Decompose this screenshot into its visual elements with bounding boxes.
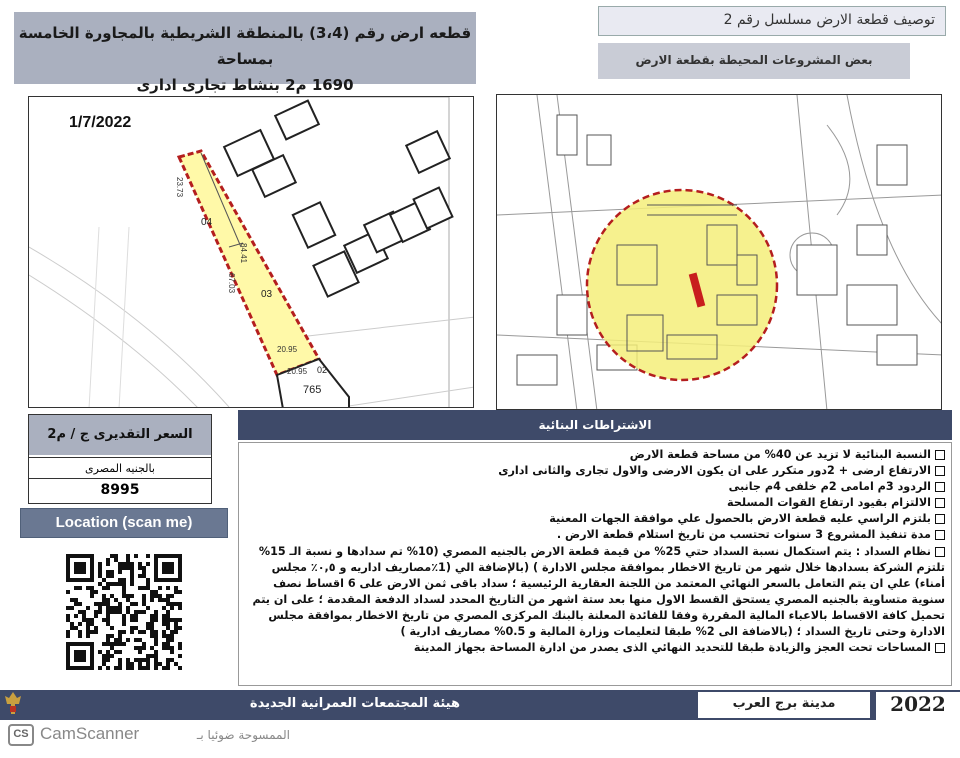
footer-organization: هيئة المجتمعات العمرانية الجديدة — [249, 696, 460, 711]
condition-item: الارتفاع ارضى + 2دور متكرر على ان يكون الارضى والاول تجارى والثانى ادارى — [243, 463, 945, 479]
camscanner-caption: الممسوحة ضوئيا بـ — [196, 728, 290, 742]
camscanner-brand: CamScanner — [40, 724, 140, 743]
checkbox-icon — [935, 643, 945, 653]
condition-item: نظام السداد : يتم استكمال نسبة السداد حتي 25% من قيمة قطعة الارض بالجنيه المصري (10% تم سدادها و نسبة الـ 15% تلتزم الشركة بسدادها خلال شهر من تاريخ الاخطار بموافقة مجلس الادارة ) (بالإضافة الي (1٪مصاريف اداريه و ٠,٥٪ مجلس أمناء) علي ان يتم التعامل بالسعر النهائي المعتمد من اللجنة العقارية الرئيسية ؛ سداد باقى ثمن الارض على 6 اقساط نصف سنوية متساوية بالجنيه المصري يستحق القسط الاول منها بعد ستة اشهر من التاريخ المحدد لسداد الدفعة المقدمة ؛ على ان يتم تحميل كافة الاقساط بالاعباء المالية المقررة وفقا للفائدة المعلنة بالبنك المركزى المصري من تاريخ الاخطار بموافقة مجلس الادارة وحتى تاريخ السداد ؛ (بالاضافة الى 2% طبقا لتعليمات وزارة المالية و 0.5% مصاريف ادارية ) — [252, 544, 945, 639]
area-map-drawing — [497, 95, 942, 410]
camscanner-logo: CS — [8, 724, 34, 746]
footer-year: 2022 — [876, 692, 960, 720]
dim-67-03: 67.03 — [227, 273, 236, 294]
footer-city: مدينة برج العرب — [698, 692, 870, 718]
plot-label-04: 04 — [201, 217, 213, 228]
title-line-1: قطعه ارض رقم (3،4) بالمنطقة الشريطية بالمجاورة الخامسة بمساحة — [18, 24, 472, 68]
eagle-emblem-icon — [3, 690, 23, 718]
plot-label-765: 765 — [303, 384, 322, 396]
dim-84-41: 84.41 — [239, 243, 248, 264]
dim-20-95-b: 20.95 — [287, 367, 308, 376]
condition-item: المساحات تحت العجز والزيادة طبقا للتحديد النهائي الذى يصدر من ادارة المساحة بجهاز المدينة — [243, 640, 945, 656]
checkbox-icon — [935, 466, 945, 476]
price-value: 8995 — [100, 482, 140, 498]
title-line-2: 1690 م2 بنشاط تجارى ادارى — [136, 76, 354, 94]
qr-icon — [40, 540, 210, 686]
dim-20-95-a: 20.95 — [277, 345, 298, 354]
checkbox-icon — [935, 530, 945, 540]
plot-site-plan — [28, 96, 474, 408]
dim-23-73: 23.73 — [175, 177, 184, 198]
land-title-box — [14, 12, 476, 94]
condition-item: مدة تنفيذ المشروع 3 سنوات تحتسب من تاريخ استلام قطعة الارض . — [243, 527, 945, 543]
condition-item: الالتزام بقيود ارتفاع القوات المسلحة — [243, 495, 945, 511]
plot-label-02: 02 — [317, 365, 328, 375]
site-plan-drawing — [29, 97, 474, 408]
price-heading: السعر التقديرى ج / م2 — [29, 415, 211, 455]
location-qr-code[interactable] — [40, 540, 210, 686]
price-currency: بالجنيه المصرى — [29, 457, 211, 479]
location-label[interactable]: Location (scan me) — [20, 508, 228, 538]
checkbox-icon — [935, 514, 945, 524]
checkbox-icon — [935, 482, 945, 492]
surrounding-area-map — [496, 94, 942, 410]
plot-polygon — [179, 151, 319, 375]
condition-item: بلتزم الراسي عليه قطعة الارض بالحصول علي موافقة الجهات المعنية — [243, 511, 945, 527]
plot-label-03: 03 — [261, 289, 273, 300]
estimated-price-box — [28, 414, 212, 504]
serial-title: توصيف قطعة الارض مسلسل رقم 2 — [598, 6, 946, 36]
map-date: 1/7/2022 — [69, 114, 132, 131]
checkbox-icon — [935, 450, 945, 460]
building-conditions-panel — [238, 442, 952, 686]
checkbox-icon — [935, 498, 945, 508]
condition-item: النسبة البنائية لا تزيد عن 40% من مساحة قطعة الارض — [243, 447, 945, 463]
condition-item: الردود 3م امامى 2م خلفى 4م جانبى — [243, 479, 945, 495]
building-conditions-heading: الاشتراطات البنائية — [238, 410, 952, 440]
conditions-list — [243, 447, 945, 656]
surrounding-projects-caption: بعض المشروعات المحيطة بقطعة الارض — [598, 43, 910, 79]
checkbox-icon — [935, 547, 945, 557]
